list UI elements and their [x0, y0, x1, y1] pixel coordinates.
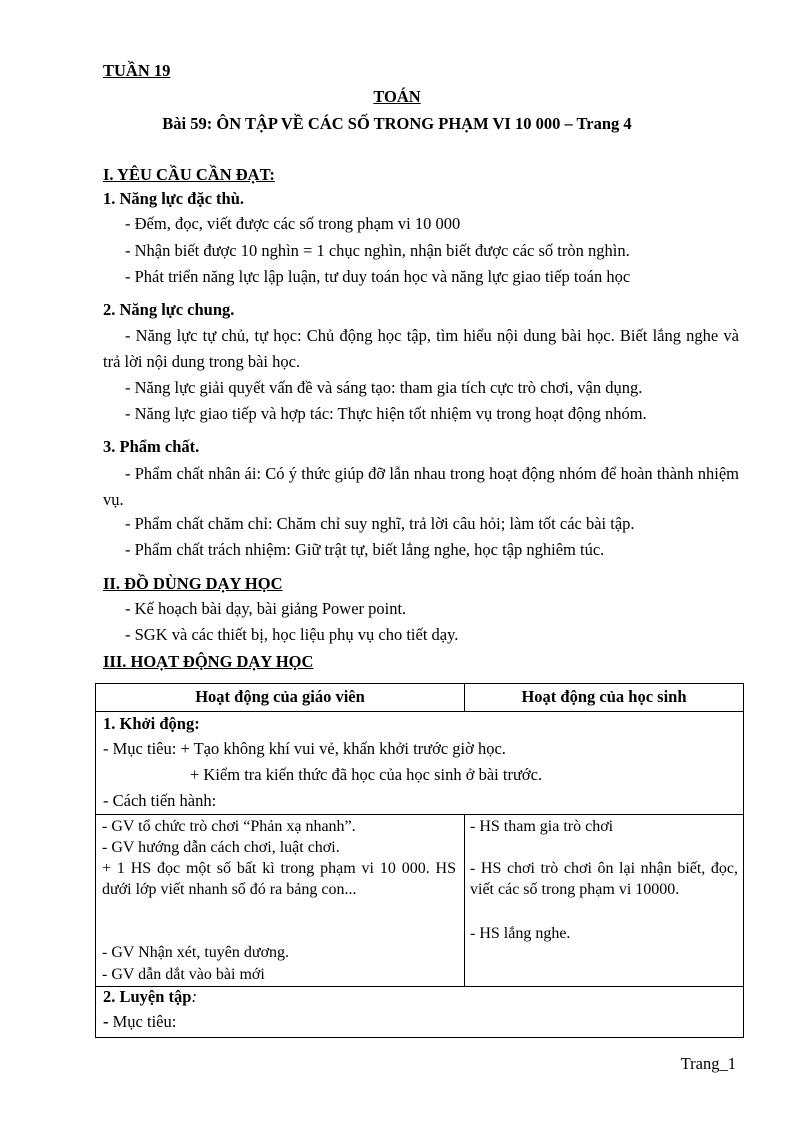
- table-divider: [96, 814, 743, 815]
- section-2-heading: II. ĐỒ DÙNG DẠY HỌC: [103, 574, 283, 593]
- lesson-title: Bài 59: ÔN TẬP VỀ CÁC SỐ TRONG PHẠM VI 10 000 – Trang 4: [162, 114, 632, 133]
- teacher-activity: - GV Nhận xét, tuyên dương.: [102, 944, 290, 961]
- warmup-goal: - Mục tiêu: + Tạo không khí vui vẻ, khấn khởi trước giờ học.: [103, 739, 506, 758]
- practice-title: [103, 987, 197, 1007]
- list-item: - Phẩm chất nhân ái: Có ý thức giúp đỡ lẫn nhau trong hoạt động nhóm để hoàn thành nhiệm vụ.: [103, 464, 739, 509]
- practice-goal-dash: -: [103, 1012, 109, 1031]
- week-label: TUẦN 19: [103, 61, 171, 80]
- list-item: - Phát triển năng lực lập luận, tư duy toán học và năng lực giao tiếp toán học: [125, 267, 631, 286]
- section-1-heading: I. YÊU CẦU CẦN ĐẠT:: [103, 165, 275, 184]
- table-divider: [464, 814, 465, 986]
- activity-table: [95, 683, 744, 1038]
- student-activity: - HS tham gia trò chơi: [470, 818, 614, 835]
- subject-title: TOÁN: [373, 87, 421, 106]
- list-item: - Kế hoạch bài dạy, bài giảng Power point.: [125, 599, 407, 618]
- list-item: - Năng lực giao tiếp và hợp tác: Thực hiện tốt nhiệm vụ trong hoạt động nhóm.: [125, 404, 647, 423]
- practice-goal-text: Mục tiêu:: [108, 1012, 177, 1031]
- list-item: - Phẩm chất trách nhiệm: Giữ trật tự, biết lắng nghe, học tập nghiêm túc.: [125, 540, 605, 559]
- section-1-2-heading: 2. Năng lực chung.: [103, 300, 235, 319]
- table-divider: [96, 711, 743, 712]
- warmup-procedure: - Cách tiến hành:: [103, 791, 217, 810]
- section-1-3-heading: 3. Phẩm chất.: [103, 437, 200, 456]
- teacher-activity: - GV dẫn dắt vào bài mới: [102, 966, 265, 983]
- practice-goal: [103, 1012, 176, 1032]
- practice-title-suffix: :: [191, 987, 197, 1006]
- section-1-1-heading: 1. Năng lực đặc thù.: [103, 189, 244, 208]
- student-activity: - HS chơi trò chơi ôn lại nhận biết, đọc, viết các số trong phạm vi 10000.: [470, 860, 738, 898]
- section-3-heading: III. HOẠT ĐỘNG DẠY HỌC: [103, 652, 314, 671]
- teacher-activity: - GV tổ chức trò chơi “Phản xạ nhanh”.: [102, 818, 356, 835]
- column-header-teacher: Hoạt động của giáo viên: [195, 687, 365, 706]
- teacher-activity: - GV hướng dẫn cách chơi, luật chơi.: [102, 839, 340, 856]
- list-item: - SGK và các thiết bị, học liệu phụ vụ cho tiết dạy.: [125, 625, 459, 644]
- list-item: - Phẩm chất chăm chỉ: Chăm chỉ suy nghĩ, trả lời câu hỏi; làm tốt các bài tập.: [125, 514, 635, 533]
- warmup-title: 1. Khởi động:: [103, 714, 200, 733]
- warmup-goal-2: + Kiểm tra kiến thức đã học của học sinh ở bài trước.: [190, 765, 543, 784]
- teacher-activity: + 1 HS đọc một số bất kì trong phạm vi 10 000. HS dưới lớp viết nhanh số đó ra bảng con...: [102, 860, 456, 898]
- list-item: - Năng lực giải quyết vấn đề và sáng tạo: tham gia tích cực trò chơi, vận dụng.: [125, 378, 643, 397]
- student-activity: - HS lắng nghe.: [470, 925, 571, 942]
- list-item: - Đếm, đọc, viết được các số trong phạm vi 10 000: [125, 214, 461, 233]
- list-item: - Năng lực tự chủ, tự học: Chủ động học tập, tìm hiểu nội dung bài học. Biết lắng nghe và trả lời nội dung trong bài học.: [103, 326, 739, 371]
- column-header-student: Hoạt động của học sinh: [521, 687, 687, 706]
- practice-title-text: 2. Luyện tập: [103, 987, 192, 1006]
- page-number: Trang_1: [680, 1054, 736, 1073]
- list-item: - Nhận biết được 10 nghìn = 1 chục nghìn, nhận biết được các số tròn nghìn.: [125, 241, 630, 260]
